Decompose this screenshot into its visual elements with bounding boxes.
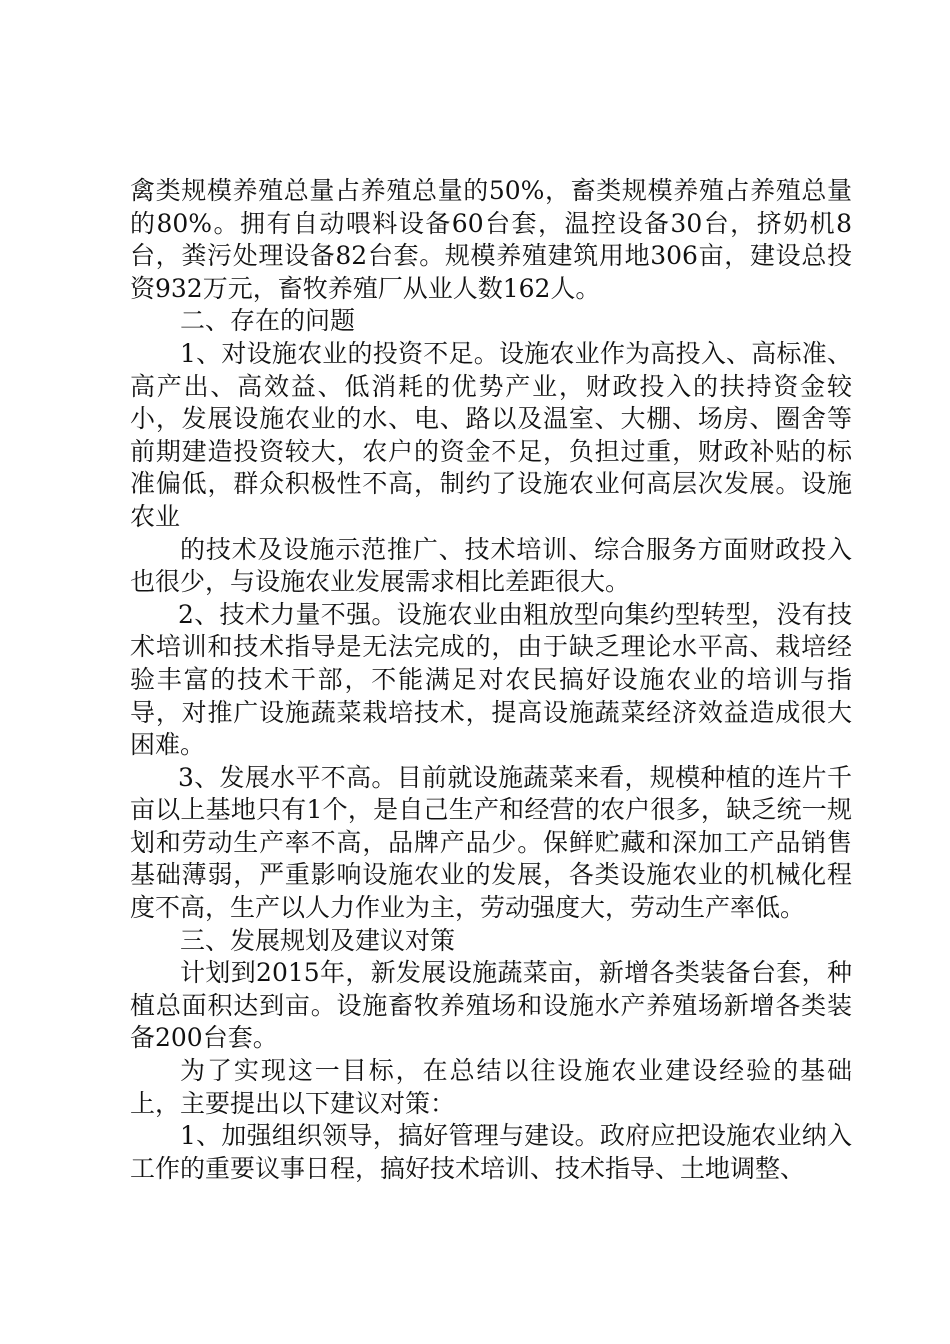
paragraph-development-level: 3、发展水平不高。目前就设施蔬菜来看，规模种植的连片千亩以上基地只有1个，是自己生产和经营的农户很多，缺乏统一规划和劳动生产率不高，品牌产品少。保鲜贮藏和深加工产品销售基础薄弱，严重影响设施农业的发展，各类设施农业的机械化程度不高，生产以人力作业为主，劳动强度大，劳动生产率低。 xyxy=(130,762,852,923)
paragraph-investment-shortage: 1、对设施农业的投资不足。设施农业作为高投入、高标准、高产出、高效益、低消耗的优势产业，财政投入的扶持资金较小，发展设施农业的水、电、路以及温室、大棚、场房、圈舍等前期建造投资较大，农户的资金不足，负担过重，财政补贴的标准偏低，群众积极性不高，制约了设施农业何高层次发展。设施农业 xyxy=(130,338,852,531)
paragraph-goal-intro: 为了实现这一目标，在总结以往设施农业建设经验的基础上，主要提出以下建议对策： xyxy=(130,1056,852,1118)
section-heading-planning: 三、发展规划及建议对策 xyxy=(180,925,456,955)
section-heading-problems: 二、存在的问题 xyxy=(180,306,356,336)
paragraph-investment-continued: 的技术及设施示范推广、技术培训、综合服务方面财政投入也很少，与设施农业发展需求相比差距很大。 xyxy=(130,534,852,597)
paragraph-plan-2015: 计划到2015年，新发展设施蔬菜亩，新增各类装备台套，种植总面积达到亩。设施畜牧养殖场和设施水产养殖场新增各类装备200台套。 xyxy=(130,958,852,1053)
paragraph-technical-capacity: 2、技术力量不强。设施农业由粗放型向集约型转型，没有技术培训和技术指导是无法完成的，由于缺乏理论水平高、栽培经验丰富的技术干部，不能满足对农民搞好设施农业的培训与指导，对推广设施蔬菜栽培技术，提高设施蔬菜经济效益造成很大困难。 xyxy=(130,599,852,760)
paragraph-livestock-stats: 禽类规模养殖总量占养殖总量的50%，畜类规模养殖占养殖总量的80%。拥有自动喂料设备60台套，温控设备30台，挤奶机8台，粪污处理设备82台套。规模养殖建筑用地306亩，建设总投资932万元，畜牧养殖厂从业人数162人。 xyxy=(130,176,852,303)
document-body xyxy=(130,175,852,1185)
paragraph-organization-leadership: 1、加强组织领导，搞好管理与建设。政府应把设施农业纳入工作的重要议事日程，搞好技术培训、技术指导、土地调整、 xyxy=(130,1121,852,1183)
